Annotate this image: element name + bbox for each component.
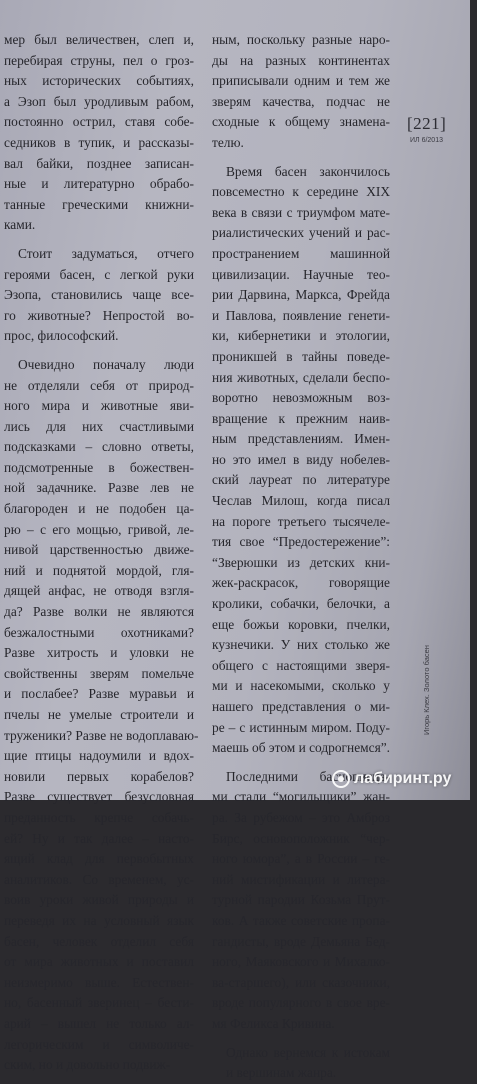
paragraph: [4, 355, 199, 1076]
watermark-text: лабиринт.ру: [354, 770, 452, 787]
text-line: новили первых корабелов?: [4, 768, 194, 784]
text-line: неизмеримо выше. Естествен-: [4, 974, 194, 990]
text-line: гандисты, вроде Демьяна Бед-: [212, 933, 390, 949]
text-line: подсказками – словно ответы,: [4, 439, 194, 455]
text-line: века в связи с триумфом мате-: [212, 204, 390, 220]
text-line: кролики, собачки, белочки, а: [212, 596, 390, 612]
page-number: [221]: [407, 114, 447, 133]
issue-label: ИЛ 6/2013: [410, 137, 443, 144]
text-line: рю – с его мощью, гривой, ле-: [4, 521, 194, 537]
text-line: Эзопа, становились чаще все-: [4, 287, 194, 303]
text-line: благороден и не подобен ца-: [4, 501, 194, 517]
text-line: Разве существует безусловная: [4, 789, 194, 805]
text-line: жек-раскрасок, говорящие: [212, 575, 390, 591]
text-line: Однако вернемся к истокам и вершинам жанра.: [226, 1044, 390, 1081]
text-line: ным, поскольку разные наро-: [212, 32, 390, 47]
text-line: кузнечики. У них столько же: [212, 637, 390, 653]
paragraph: [212, 30, 390, 154]
text-line: Чеслав Милош, когда писал: [212, 493, 390, 509]
text-line: ной задачнике. Разве лев не: [4, 480, 194, 496]
text-line: и послабее? Разве муравьи и: [4, 686, 194, 702]
text-line: ей? Ну и так далее – насто-: [4, 830, 194, 846]
paragraph: [212, 162, 390, 759]
text-line: танные греческими книжни-: [4, 196, 194, 212]
text-line: ния животных, сделали беспо-: [212, 369, 390, 385]
text-line: ский лауреат по литературе: [212, 472, 390, 488]
text-line: и Павлова, появление генети-: [212, 307, 390, 323]
labyrinth-logo-icon: [332, 770, 350, 788]
text-line: прос, философский.: [4, 328, 119, 344]
text-line: ных исторических событиях,: [4, 73, 194, 89]
text-line: ми и насекомыми, сколько у: [212, 678, 390, 694]
text-line: щие птицы надоумили и вдох-: [4, 748, 194, 764]
paragraph: [4, 244, 194, 347]
text-line: лись для них счастливыми: [4, 418, 194, 434]
text-line: ки, кибернетики и этологии,: [212, 328, 390, 344]
text-line: риалистических учений и рас-: [212, 225, 390, 241]
text-line: переведя их на условный язык: [4, 912, 194, 928]
text-line: аналитиков. Со временем, ус-: [4, 871, 194, 887]
text-line: да? Разве волки не являются: [4, 604, 194, 620]
text-line: ным представлениям. Имен-: [212, 431, 390, 447]
text-line: свойственны зверям помельче: [4, 665, 194, 681]
text-line: вал байки, позднее записан-: [4, 155, 194, 171]
text-line: подсмотренные в божествен-: [4, 459, 194, 475]
text-line: ми стали “могильщики” жан-: [212, 789, 390, 805]
text-line: общего с настоящими зверя-: [212, 657, 390, 673]
text-line: но это имел в виду нобелев-: [212, 451, 390, 467]
text-line: ящий клад для первобытных: [4, 851, 194, 867]
text-line: ного юмора”, а в России – ге-: [212, 851, 390, 867]
text-line: Разве хитрость и уловки не: [4, 645, 194, 661]
text-line: сходные к общему знамена-: [212, 114, 390, 130]
text-line: телю.: [212, 134, 244, 150]
text-line: арий – вышел не только ал-: [4, 1015, 194, 1031]
text-line: героями басен, с легкой руки: [4, 266, 194, 282]
paragraph: [4, 30, 194, 236]
running-head: Игорь Клех. Золото басен: [422, 645, 431, 735]
text-line: проникшей в тайны поведе-: [212, 348, 390, 364]
text-line: еще божьи коровки, пчелки,: [212, 616, 390, 632]
text-line: ками.: [4, 217, 36, 233]
text-line: зверям качества, подчас не: [212, 93, 390, 109]
text-line: седников в тупик, и рассказы-: [4, 134, 194, 150]
text-line: рии Дарвина, Маркса, Фрейда: [212, 287, 390, 303]
text-line: го животные? Непростой во-: [4, 307, 194, 323]
text-line: Стоит задуматься, отчего: [18, 245, 194, 261]
text-line: труженики? Разве не водоплаваю-: [4, 727, 199, 743]
text-line: тия свое “Предостережение”:: [212, 534, 390, 550]
text-line: Последними баснописца-: [226, 768, 390, 784]
text-line: турной пародии Козьма Прут-: [212, 892, 390, 908]
text-line: дящей анфас, не отводя взгля-: [4, 583, 194, 599]
text-line: маешь об этом и содрогнемся”.: [212, 740, 391, 756]
left-column: [4, 30, 199, 1076]
text-line: нашего представления о ми-: [212, 699, 390, 714]
text-line: не отделяли себя от природ-: [4, 377, 194, 393]
text-line: ды на разных континентах: [212, 52, 390, 68]
text-line: мя Феликса Кривина.: [212, 1015, 335, 1031]
text-line: ного мира и животные яви-: [4, 398, 194, 414]
text-line: ного, Маяковского и Михалко-: [212, 954, 390, 970]
text-line: ний мистификации и литера-: [212, 871, 390, 887]
text-line: цивилизации. Научные тео-: [212, 266, 390, 282]
text-line: приписывали одним и тем же: [212, 73, 390, 89]
text-line: повсеместно к середине XIX: [212, 184, 390, 200]
text-line: ний и поднятой мордой, гля-: [4, 562, 194, 578]
text-line: Время басен закончилось: [226, 163, 390, 179]
text-line: пчелы не умелые строители и: [4, 707, 194, 722]
paragraph: [212, 767, 390, 1035]
text-line: Бирс, основоположник “чер-: [212, 830, 390, 846]
text-line: нивой царственностью движе-: [4, 542, 194, 558]
right-column: [212, 30, 390, 1084]
text-line: постоянно острил, ставя собе-: [4, 114, 194, 130]
text-line: пространением машинной: [212, 245, 390, 261]
text-line: ные и литературно обрабо-: [4, 176, 194, 192]
text-line: перебирая струны, пел о гроз-: [4, 52, 194, 68]
text-line: легорическим и символиче-: [4, 1036, 194, 1052]
text-line: на пороге третьего тысячеле-: [212, 513, 390, 529]
text-line: но, басенный зверинец – бести-: [4, 995, 194, 1011]
text-line: от мира животных и поставил: [4, 954, 194, 970]
text-line: Очевидно поначалу люди: [18, 356, 194, 372]
paragraph: [212, 1043, 390, 1084]
text-line: вращение к прежним наив-: [212, 410, 390, 426]
text-line: ра. За рубежом – это Амброз: [212, 809, 390, 825]
text-line: преданность крепче собачь-: [4, 809, 194, 825]
text-line: вроде популярного в свое вре-: [212, 995, 390, 1011]
text-line: воротно невозможным воз-: [212, 390, 390, 406]
text-line: “Зверюшки из детских кни-: [212, 554, 390, 570]
text-line: а Эзоп был уродливым рабом,: [4, 93, 194, 109]
watermark: [332, 770, 451, 788]
text-line: ским, но и довольно подвиж-: [4, 1057, 171, 1073]
text-line: воив уроки живой природы и: [4, 892, 194, 908]
text-line: ва-старшего), или сказочники,: [212, 974, 390, 990]
text-line: ре – с истинным миром. Поду-: [212, 719, 390, 735]
text-line: безжалостными охотниками?: [4, 624, 194, 640]
text-line: басен, человек отделил себя: [4, 933, 194, 949]
text-line: мер был величествен, слеп и,: [4, 32, 194, 47]
text-line: ков. А также советские пропа-: [212, 912, 390, 928]
